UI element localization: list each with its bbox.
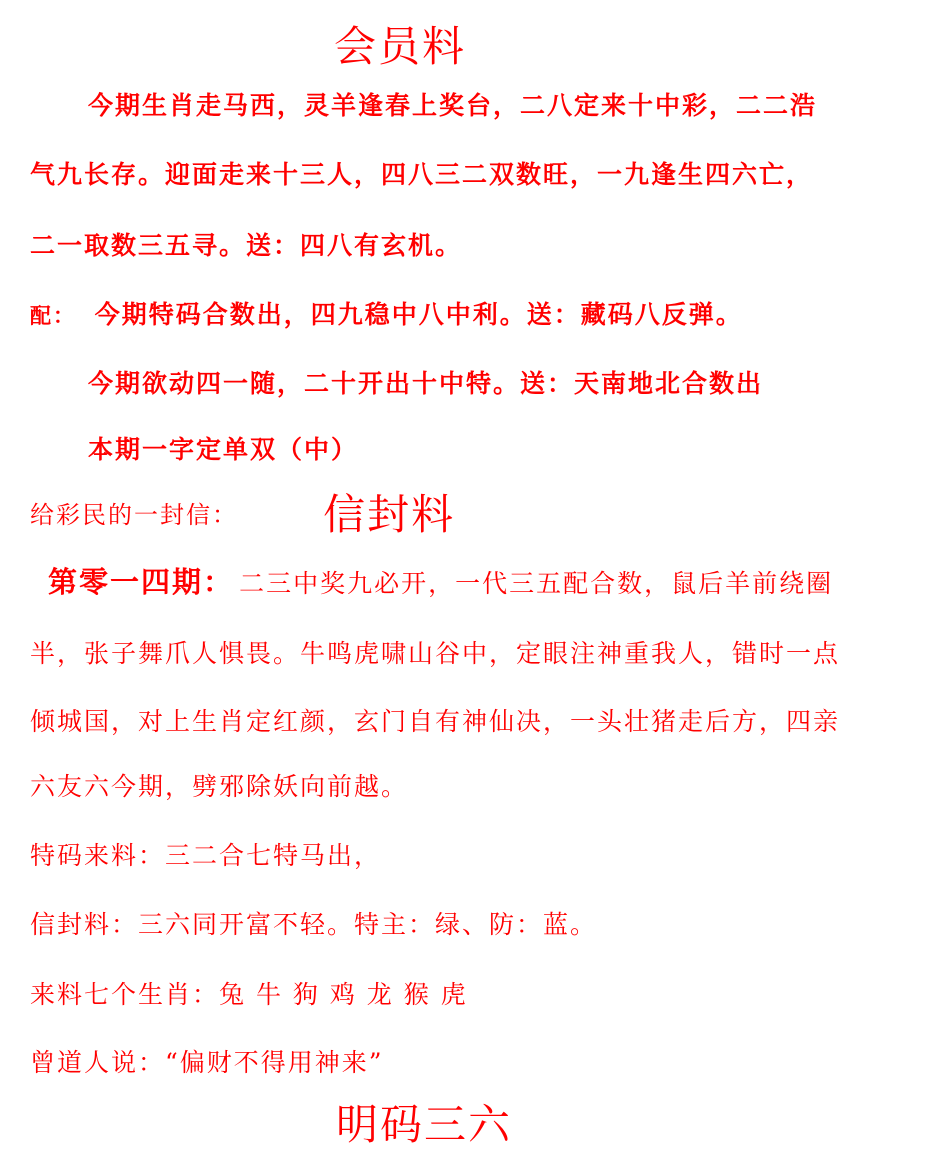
letter-text-1: 二三中奖九必开，一代三五配合数，鼠后羊前绕圈 (239, 569, 834, 598)
period-label: 第零一四期： (48, 565, 235, 599)
letter-line-4: 六友六今期，劈邪除妖向前越。 (30, 772, 409, 801)
footer-title: 明码三六 (336, 1100, 513, 1149)
seven-zodiacs-line: 来料七个生肖：兔 牛 狗 鸡 龙 猴 虎 (30, 980, 468, 1009)
letter-title: 信封料 (323, 490, 456, 539)
saying-line: 曾道人说：“偏财不得用神来” (30, 1048, 384, 1077)
pair-line (30, 295, 743, 331)
page-title: 会员料 (334, 22, 467, 71)
envelope-line: 信封料：三六同开富不轻。特主：绿、防：蓝。 (30, 910, 598, 939)
pair-label: 配： (30, 303, 76, 328)
special-code-line: 特码来料：三二合七特马出， (30, 841, 382, 870)
single-double-line: 本期一字定单双（中） (88, 435, 359, 464)
member-line-3: 二一取数三五寻。送：四八有玄机。 (30, 231, 463, 260)
member-line-1: 今期生肖走马西，灵羊逢春上奖台，二八定来十中彩，二二浩 (88, 91, 818, 120)
extra-line: 今期欲动四一随，二十开出十中特。送：天南地北合数出 (88, 369, 764, 398)
letter-line-2: 半，张子舞爪人惧畏。牛鸣虎啸山谷中，定眼注神重我人，错时一点 (30, 639, 841, 668)
pair-text: 今期特码合数出，四九稳中八中利。送：藏码八反弹。 (94, 300, 743, 329)
member-line-2: 气九长存。迎面走来十三人，四八三二双数旺，一九逢生四六亡， (30, 160, 814, 189)
letter-line-3: 倾城国，对上生肖定红颜，玄门自有神仙决，一头壮猪走后方，四亲 (30, 707, 841, 736)
letter-line-1 (48, 560, 833, 601)
letter-header (30, 482, 455, 542)
letter-label: 给彩民的一封信： (30, 501, 238, 529)
